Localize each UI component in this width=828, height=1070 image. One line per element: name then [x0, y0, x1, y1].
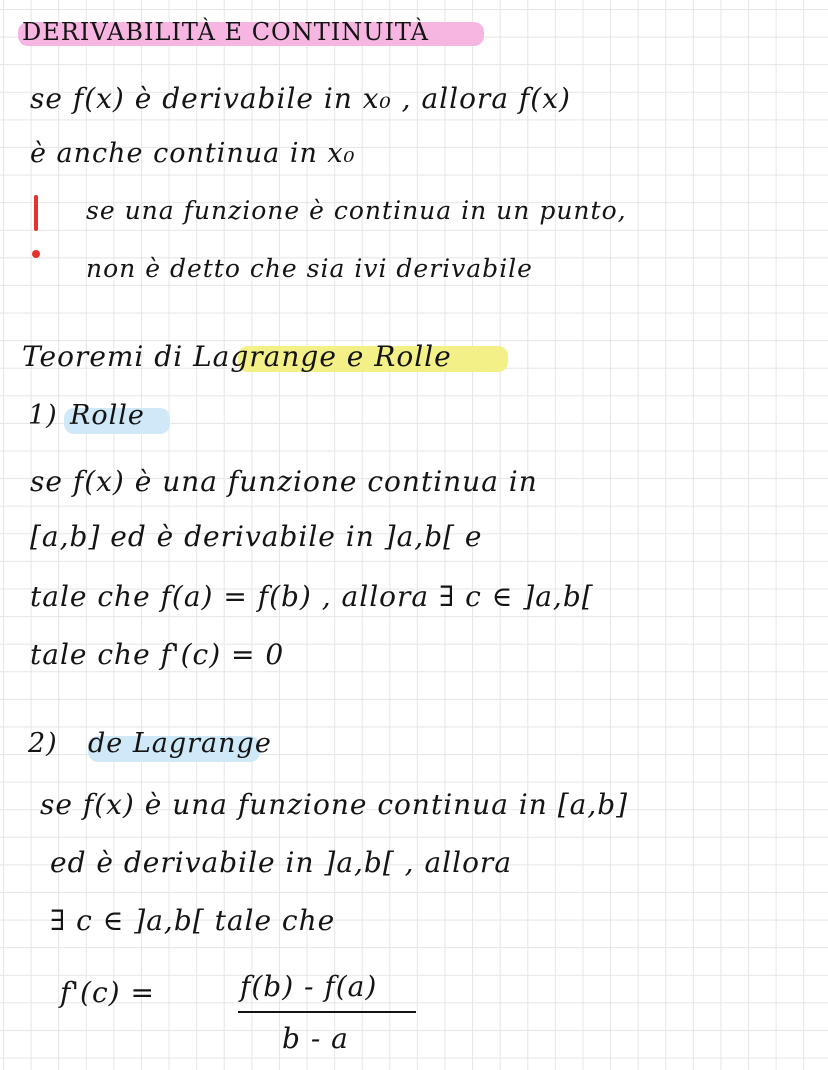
rolle-line-4: tale che f'(c) = 0: [30, 638, 285, 671]
lagrange-line-2: ed è derivabile in ]a,b[ , allora: [50, 846, 513, 879]
formula-denominator: b - a: [282, 1022, 349, 1055]
rolle-line-1: se f(x) è una funzione continua in: [30, 465, 538, 498]
rolle-heading-number: 1): [28, 400, 58, 431]
intro-line-2: è anche continua in x₀: [30, 138, 356, 169]
intro-line-1: se f(x) è derivabile in x₀ , allora f(x): [30, 82, 571, 115]
rolle-heading-label: Rolle: [70, 400, 145, 431]
rolle-line-2: [a,b] ed è derivabile in ]a,b[ e: [30, 520, 483, 553]
theorems-title: Teoremi di Lagrange e Rolle: [22, 340, 452, 373]
fraction-bar: [238, 1011, 416, 1013]
formula-numerator: f(b) - f(a): [240, 970, 378, 1003]
warning-line-2: non è detto che sia ivi derivabile: [86, 254, 533, 283]
warning-exclamation-icon: [34, 195, 38, 231]
rolle-line-3: tale che f(a) = f(b) , allora ∃ c ∈ ]a,b[: [30, 580, 594, 613]
lagrange-line-3: ∃ c ∈ ]a,b[ tale che: [50, 904, 336, 937]
page-title: DERIVABILITÀ E CONTINUITÀ: [22, 18, 429, 46]
formula-lhs: f'(c) =: [60, 976, 155, 1009]
lagrange-heading-label: de Lagrange: [88, 728, 272, 759]
warning-exclamation-dot: [32, 250, 40, 258]
lagrange-heading-number: 2): [28, 728, 58, 759]
warning-line-1: se una funzione è continua in un punto,: [86, 196, 627, 225]
lagrange-line-1: se f(x) è una funzione continua in [a,b]: [40, 788, 629, 821]
